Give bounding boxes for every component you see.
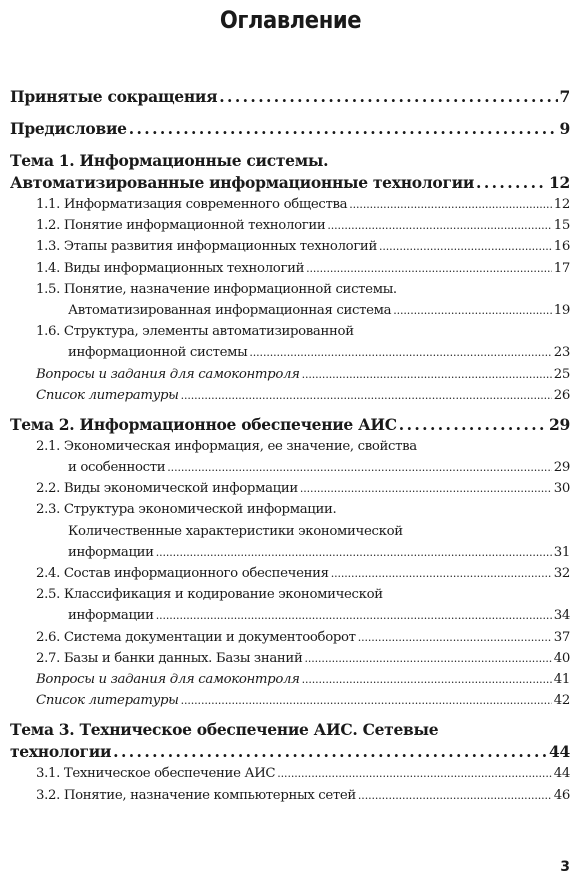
toc-entry-title: 2.7. Базы и банки данных. Базы знаний [36, 650, 303, 666]
dot-leader [331, 563, 552, 584]
toc-entry-page: 15 [553, 218, 570, 234]
toc-entry-title-line: Тема 3. Техническое обеспечение АИС. Сетевые [10, 720, 439, 740]
toc-entry-title-line: информационной системы [68, 345, 248, 361]
toc-entry-title: Вопросы и задания для самоконтроля [36, 671, 300, 687]
page-number: 3 [560, 859, 570, 875]
dot-leader [349, 194, 552, 215]
toc-entry-page: 30 [553, 481, 570, 497]
dot-leader [379, 236, 552, 257]
dot-leader [476, 172, 547, 194]
dot-leader [302, 364, 552, 385]
toc-entry-last-line [10, 342, 570, 363]
toc-entry-1-3[interactable] [10, 236, 570, 257]
toc-entry-title: 2.6. Система документации и документооборот [36, 629, 356, 645]
toc-entry-title: Список литературы [36, 693, 179, 709]
toc-entry-abbreviations[interactable] [10, 86, 570, 108]
toc-entry-title-line: 2.3. Структура экономической информации. [36, 502, 337, 518]
dot-leader [358, 785, 552, 806]
dot-leader [113, 741, 547, 763]
toc-entry-title: Вопросы и задания для самоконтроля [36, 366, 300, 382]
toc-entry-page: 31 [553, 544, 570, 560]
dot-leader [358, 627, 552, 648]
toc-entry-1-literature[interactable] [10, 385, 570, 406]
toc-entry-1-4[interactable] [10, 258, 570, 279]
toc-entry-1-2[interactable] [10, 215, 570, 236]
toc-entry-page: 23 [553, 345, 570, 361]
toc-entry-page: 34 [553, 608, 570, 624]
dot-leader [306, 258, 552, 279]
toc-entry-page: 42 [553, 693, 570, 709]
toc-entry-title-line: и особенности [68, 460, 166, 476]
toc-entry-last-line [10, 542, 570, 563]
dot-leader [302, 669, 552, 690]
toc-entry-page: 25 [553, 366, 570, 382]
page-title: Оглавление [219, 6, 362, 34]
dot-leader [393, 300, 552, 321]
toc-entry-2-questions[interactable] [10, 669, 570, 690]
toc-entry-preface[interactable] [10, 118, 570, 140]
toc-topic-1[interactable] [10, 150, 570, 194]
dot-leader [327, 215, 551, 236]
toc-entry-page: 17 [553, 260, 570, 276]
toc-entry-last-line [10, 741, 570, 763]
toc-entry-title-line: Автоматизированная информационная система [68, 302, 392, 318]
toc-entry-title: 2.2. Виды экономической информации [36, 481, 298, 497]
dot-leader [156, 605, 552, 626]
toc-entry-title-line: Количественные характеристики экономической [68, 523, 403, 539]
dot-leader [219, 86, 557, 108]
toc-entry-title: 1.2. Понятие информационной технологии [36, 218, 326, 234]
toc-entry-last-line [10, 605, 570, 626]
toc-entry-title-line: 1.6. Структура, элементы автоматизированной [36, 324, 354, 340]
toc-entry-title-line: Тема 1. Информационные системы. [10, 151, 329, 170]
toc-entry-3-2[interactable] [10, 785, 570, 806]
table-of-contents [10, 86, 570, 806]
toc-entry-1-questions[interactable] [10, 364, 570, 385]
toc-entry-page: 44 [549, 742, 570, 762]
dot-leader [300, 478, 552, 499]
toc-entry-page: 29 [549, 414, 570, 434]
dot-leader [129, 118, 558, 140]
toc-entry-1-5[interactable] [10, 279, 570, 321]
toc-entry-2-4[interactable] [10, 563, 570, 584]
toc-entry-2-1[interactable] [10, 436, 570, 478]
toc-entry-title: Принятые сокращения [10, 87, 218, 106]
toc-entry-title: Тема 2. Информационное обеспечение АИС [10, 414, 397, 434]
toc-entry-page: 12 [549, 173, 570, 192]
dot-leader [277, 763, 552, 784]
toc-topic-2[interactable] [10, 414, 570, 436]
toc-entry-page: 29 [553, 460, 570, 476]
toc-entry-page: 7 [559, 87, 570, 106]
toc-entry-3-1[interactable] [10, 763, 570, 784]
toc-entry-2-literature[interactable] [10, 690, 570, 711]
toc-entry-page: 41 [553, 671, 570, 687]
dot-leader [181, 690, 552, 711]
toc-entry-page: 19 [553, 302, 570, 318]
toc-entry-title: 1.3. Этапы развития информационных технологий [36, 239, 377, 255]
toc-entry-page: 9 [559, 119, 570, 138]
dot-leader [304, 648, 551, 669]
toc-entry-2-2[interactable] [10, 478, 570, 499]
toc-entry-title-line: 2.5. Классификация и кодирование экономической [36, 587, 383, 603]
dot-leader [156, 542, 552, 563]
toc-entry-title-line: технологии [10, 742, 112, 762]
toc-entry-title: 1.4. Виды информационных технологий [36, 260, 305, 276]
toc-entry-2-7[interactable] [10, 648, 570, 669]
toc-entry-page: 12 [553, 197, 570, 212]
toc-entry-title-line: 2.1. Экономическая информация, ее значение, свойства [36, 438, 417, 454]
toc-entry-title: Предисловие [10, 119, 127, 138]
dot-leader [167, 457, 551, 478]
toc-entry-last-line [10, 172, 570, 194]
toc-entry-title-line: информации [68, 544, 154, 560]
toc-entry-page: 37 [553, 629, 570, 645]
toc-entry-last-line [10, 300, 570, 321]
toc-entry-2-5[interactable] [10, 584, 570, 626]
toc-topic-3[interactable] [10, 719, 570, 763]
toc-entry-1-1[interactable] [10, 194, 570, 215]
toc-entry-page: 16 [553, 239, 570, 255]
toc-entry-page: 46 [553, 787, 570, 803]
toc-entry-title: 2.4. Состав информационного обеспечения [36, 566, 329, 581]
toc-entry-title: 3.2. Понятие, назначение компьютерных сетей [36, 787, 356, 803]
toc-entry-title-line: Автоматизированные информационные технологии [10, 173, 475, 192]
toc-entry-title-line: информации [68, 608, 154, 624]
toc-entry-page: 32 [553, 566, 570, 581]
toc-entry-2-3[interactable] [10, 499, 570, 563]
toc-entry-title: Список литературы [36, 387, 179, 403]
toc-entry-title-line: 1.5. Понятие, назначение информационной системы. [36, 281, 397, 297]
toc-entry-1-6[interactable] [10, 321, 570, 363]
dot-leader [249, 342, 551, 363]
toc-entry-last-line [10, 457, 570, 478]
dot-leader [181, 385, 552, 406]
toc-entry-page: 26 [553, 387, 570, 403]
toc-entry-2-6[interactable] [10, 627, 570, 648]
dot-leader [399, 414, 547, 436]
toc-entry-page: 44 [553, 766, 570, 782]
toc-entry-title: 3.1. Техническое обеспечение АИС [36, 766, 276, 782]
toc-entry-page: 40 [553, 650, 570, 666]
toc-entry-title: 1.1. Информатизация современного общества [36, 197, 348, 212]
